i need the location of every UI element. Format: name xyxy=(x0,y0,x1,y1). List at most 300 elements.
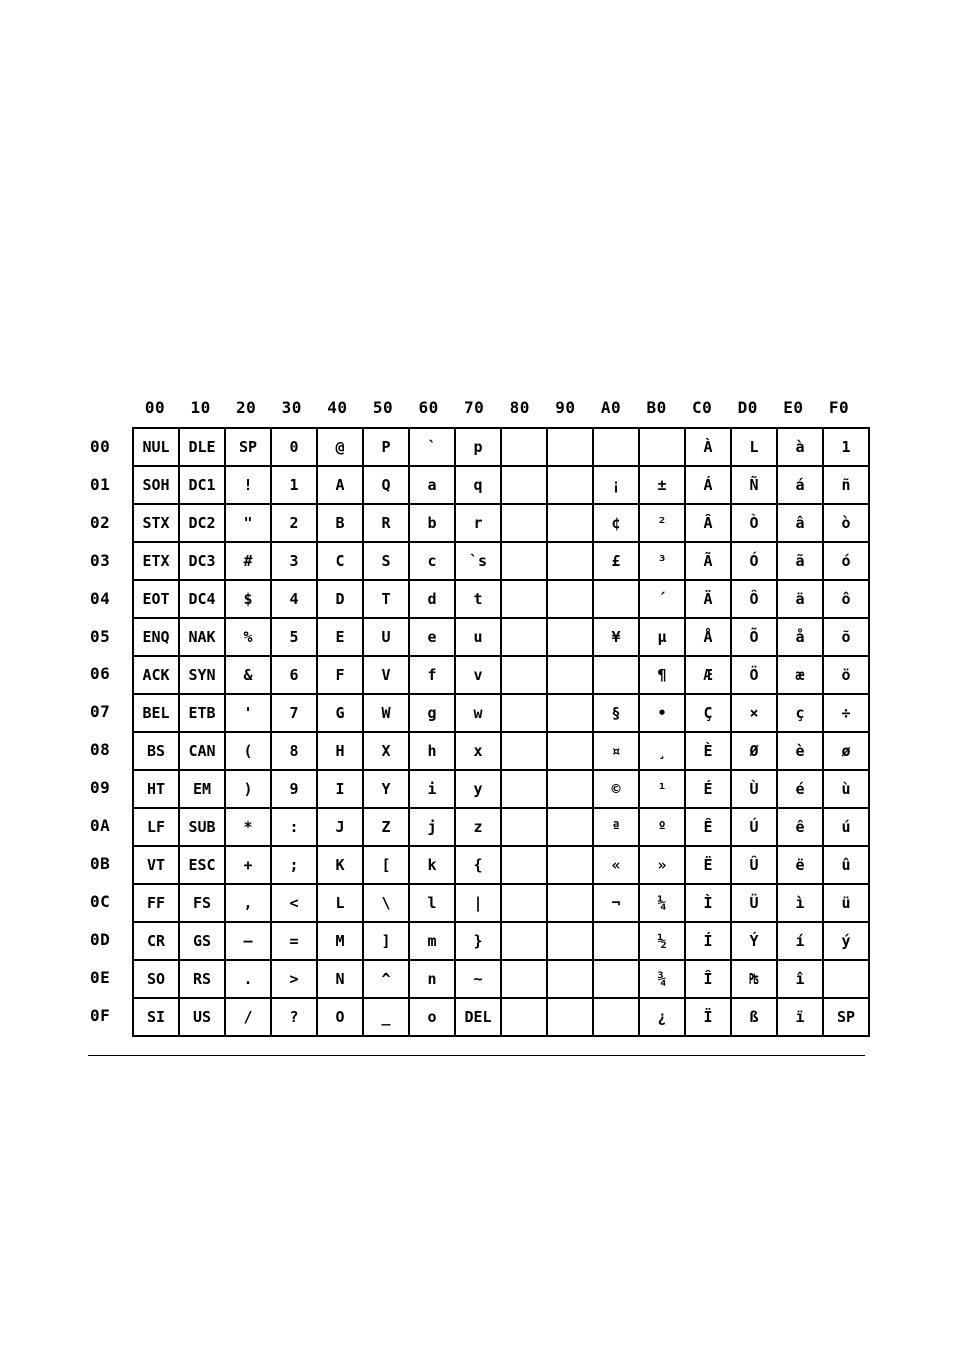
row-header: 00 xyxy=(90,437,111,456)
column-header: 60 xyxy=(418,398,439,417)
character-cell xyxy=(547,504,593,542)
character-cell: T xyxy=(363,580,409,618)
character-cell: Î xyxy=(685,960,731,998)
character-cell: m xyxy=(409,922,455,960)
character-cell: z xyxy=(455,808,501,846)
character-cell: ESC xyxy=(179,846,225,884)
row-header: 06 xyxy=(90,664,111,684)
character-cell xyxy=(593,580,639,618)
character-cell xyxy=(501,428,547,466)
character-cell xyxy=(593,428,639,466)
character-cell: EOT xyxy=(133,580,179,618)
character-cell xyxy=(501,580,547,618)
table-row xyxy=(133,618,869,656)
character-cell xyxy=(501,656,547,694)
row-header: 05 xyxy=(90,626,111,646)
character-cell: ò xyxy=(823,504,869,542)
character-cell: ( xyxy=(225,732,271,770)
character-cell: ¥ xyxy=(593,618,639,656)
character-cell: DC1 xyxy=(179,466,225,504)
bottom-rule xyxy=(88,1055,865,1056)
character-cell: / xyxy=(225,998,271,1036)
character-cell: > xyxy=(271,960,317,998)
character-cell: Y xyxy=(363,770,409,808)
character-cell: ETB xyxy=(179,694,225,732)
character-cell: Ò xyxy=(731,504,777,542)
character-cell: ø xyxy=(823,732,869,770)
row-header: 07 xyxy=(90,702,111,722)
character-cell xyxy=(501,960,547,998)
character-cell: ì xyxy=(777,884,823,922)
character-cell xyxy=(547,922,593,960)
character-cell: S xyxy=(363,542,409,580)
character-cell: ¡ xyxy=(593,466,639,504)
character-cell: SP xyxy=(225,428,271,466)
character-cell: SYN xyxy=(179,656,225,694)
column-header: 30 xyxy=(281,398,302,417)
character-cell: e xyxy=(409,618,455,656)
character-cell: J xyxy=(317,808,363,846)
character-cell: ¤ xyxy=(593,732,639,770)
character-cell: K xyxy=(317,846,363,884)
character-cell xyxy=(547,428,593,466)
character-cell: Ä xyxy=(685,580,731,618)
character-cell: t xyxy=(455,580,501,618)
character-cell: ª xyxy=(593,808,639,846)
character-cell: § xyxy=(593,694,639,732)
character-cell: SP xyxy=(823,998,869,1036)
table-row xyxy=(133,884,869,922)
character-cell: Ã xyxy=(685,542,731,580)
character-cell: < xyxy=(271,884,317,922)
character-cell: DC2 xyxy=(179,504,225,542)
character-cell xyxy=(593,960,639,998)
character-cell xyxy=(547,618,593,656)
character-cell: \ xyxy=(363,884,409,922)
character-cell: Æ xyxy=(685,656,731,694)
character-cell: ß xyxy=(731,998,777,1036)
character-cell: N xyxy=(317,960,363,998)
character-cell: 6 xyxy=(271,656,317,694)
character-cell: [ xyxy=(363,846,409,884)
character-cell: GS xyxy=(179,922,225,960)
character-cell xyxy=(547,998,593,1036)
table-row xyxy=(133,504,869,542)
character-cell: M xyxy=(317,922,363,960)
column-header: D0 xyxy=(737,398,758,417)
character-cell: DC3 xyxy=(179,542,225,580)
table-row xyxy=(133,694,869,732)
character-cell: ¾ xyxy=(639,960,685,998)
character-cell xyxy=(547,732,593,770)
table-row xyxy=(133,732,869,770)
character-cell xyxy=(501,504,547,542)
character-cell: ¹ xyxy=(639,770,685,808)
character-cell: Å xyxy=(685,618,731,656)
character-cell xyxy=(547,466,593,504)
character-cell: ô xyxy=(823,580,869,618)
character-cell: @ xyxy=(317,428,363,466)
character-cell: Ç xyxy=(685,694,731,732)
character-cell: NUL xyxy=(133,428,179,466)
character-cell: ó xyxy=(823,542,869,580)
row-header: 0F xyxy=(90,1005,111,1025)
character-cell: } xyxy=(455,922,501,960)
row-header: 02 xyxy=(90,512,111,532)
table-row xyxy=(133,770,869,808)
character-cell: y xyxy=(455,770,501,808)
character-cell: l xyxy=(409,884,455,922)
character-cell: U xyxy=(363,618,409,656)
character-cell xyxy=(501,846,547,884)
row-header: 0C xyxy=(90,891,111,911)
table-row xyxy=(133,998,869,1036)
character-cell: u xyxy=(455,618,501,656)
character-cell: Z xyxy=(363,808,409,846)
character-cell: CAN xyxy=(179,732,225,770)
character-cell xyxy=(547,846,593,884)
character-cell: 8 xyxy=(271,732,317,770)
table-row xyxy=(133,960,869,998)
character-cell xyxy=(501,998,547,1036)
character-cell: x xyxy=(455,732,501,770)
character-cell: º xyxy=(639,808,685,846)
character-code-table-body xyxy=(133,428,869,1036)
row-header: 04 xyxy=(90,588,111,608)
character-cell: ) xyxy=(225,770,271,808)
character-cell: f xyxy=(409,656,455,694)
character-cell: ã xyxy=(777,542,823,580)
character-cell: ´ xyxy=(639,580,685,618)
column-header: A0 xyxy=(600,398,622,417)
column-header: F0 xyxy=(828,398,850,417)
character-cell: ÷ xyxy=(823,694,869,732)
character-cell: Q xyxy=(363,466,409,504)
character-cell: Ú xyxy=(731,808,777,846)
character-cell: v xyxy=(455,656,501,694)
character-cell: , xyxy=(225,884,271,922)
character-cell: 0 xyxy=(271,428,317,466)
character-cell: È xyxy=(685,732,731,770)
character-cell: ë xyxy=(777,846,823,884)
character-cell: 5 xyxy=(271,618,317,656)
character-cell: STX xyxy=(133,504,179,542)
character-cell: © xyxy=(593,770,639,808)
character-cell: q xyxy=(455,466,501,504)
character-cell: & xyxy=(225,656,271,694)
character-cell: r xyxy=(455,504,501,542)
table-row xyxy=(133,466,869,504)
character-cell: VT xyxy=(133,846,179,884)
column-header: 20 xyxy=(236,398,257,417)
column-header: 50 xyxy=(372,398,394,417)
character-cell: W xyxy=(363,694,409,732)
character-cell: ACK xyxy=(133,656,179,694)
character-cell xyxy=(823,960,869,998)
character-cell: w xyxy=(455,694,501,732)
character-cell: FS xyxy=(179,884,225,922)
character-cell: ú xyxy=(823,808,869,846)
character-cell: RS xyxy=(179,960,225,998)
character-cell: X xyxy=(363,732,409,770)
character-cell: `s xyxy=(455,542,501,580)
character-cell: EM xyxy=(179,770,225,808)
character-cell: â xyxy=(777,504,823,542)
column-header: 10 xyxy=(190,398,211,417)
character-cell: ½ xyxy=(639,922,685,960)
character-cell: g xyxy=(409,694,455,732)
character-cell: O xyxy=(317,998,363,1036)
character-cell: " xyxy=(225,504,271,542)
character-cell: Õ xyxy=(731,618,777,656)
character-cell: I xyxy=(317,770,363,808)
character-cell: Â xyxy=(685,504,731,542)
character-cell: ETX xyxy=(133,542,179,580)
character-cell: £ xyxy=(593,542,639,580)
character-cell: 3 xyxy=(271,542,317,580)
character-cell: ± xyxy=(639,466,685,504)
character-cell: ^ xyxy=(363,960,409,998)
character-cell: ä xyxy=(777,580,823,618)
character-cell: Ï xyxy=(685,998,731,1036)
character-cell: 2 xyxy=(271,504,317,542)
character-cell: ê xyxy=(777,808,823,846)
character-cell: Ë xyxy=(685,846,731,884)
character-cell: { xyxy=(455,846,501,884)
character-cell: ³ xyxy=(639,542,685,580)
character-cell: » xyxy=(639,846,685,884)
character-cell: L xyxy=(317,884,363,922)
character-cell: + xyxy=(225,846,271,884)
character-cell: = xyxy=(271,922,317,960)
character-cell: é xyxy=(777,770,823,808)
row-header: 0D xyxy=(90,929,111,949)
character-cell: d xyxy=(409,580,455,618)
character-cell: Ô xyxy=(731,580,777,618)
character-cell: F xyxy=(317,656,363,694)
character-cell xyxy=(501,466,547,504)
character-cell: × xyxy=(731,694,777,732)
character-cell: î xyxy=(777,960,823,998)
character-cell xyxy=(547,694,593,732)
character-cell: À xyxy=(685,428,731,466)
character-cell: ] xyxy=(363,922,409,960)
character-cell: Á xyxy=(685,466,731,504)
character-cell: ~ xyxy=(455,960,501,998)
character-cell: ö xyxy=(823,656,869,694)
character-cell: CR xyxy=(133,922,179,960)
character-cell: 7 xyxy=(271,694,317,732)
character-cell: ü xyxy=(823,884,869,922)
column-header: 70 xyxy=(464,398,485,417)
character-cell: í xyxy=(777,922,823,960)
character-cell: ₧ xyxy=(731,960,777,998)
character-cell: FF xyxy=(133,884,179,922)
character-cell: b xyxy=(409,504,455,542)
character-cell: ² xyxy=(639,504,685,542)
character-cell: R xyxy=(363,504,409,542)
character-cell xyxy=(501,732,547,770)
character-cell: ¬ xyxy=(593,884,639,922)
character-cell: . xyxy=(225,960,271,998)
character-cell: ý xyxy=(823,922,869,960)
character-cell: ? xyxy=(271,998,317,1036)
character-cell xyxy=(593,998,639,1036)
character-cell: B xyxy=(317,504,363,542)
character-cell: Ê xyxy=(685,808,731,846)
character-cell: LF xyxy=(133,808,179,846)
character-cell: * xyxy=(225,808,271,846)
column-header: 40 xyxy=(327,398,348,417)
character-cell: BS xyxy=(133,732,179,770)
character-cell: Ó xyxy=(731,542,777,580)
character-cell xyxy=(593,922,639,960)
character-cell: G xyxy=(317,694,363,732)
character-cell: $ xyxy=(225,580,271,618)
character-cell: D xyxy=(317,580,363,618)
character-cell: ù xyxy=(823,770,869,808)
row-header: 0B xyxy=(90,853,111,873)
character-cell: DLE xyxy=(179,428,225,466)
character-cell: ` xyxy=(409,428,455,466)
character-cell: Í xyxy=(685,922,731,960)
character-cell: c xyxy=(409,542,455,580)
character-cell: SI xyxy=(133,998,179,1036)
character-cell: Ì xyxy=(685,884,731,922)
character-cell: ï xyxy=(777,998,823,1036)
character-cell: i xyxy=(409,770,455,808)
character-cell: Ý xyxy=(731,922,777,960)
character-cell: µ xyxy=(639,618,685,656)
character-cell: H xyxy=(317,732,363,770)
character-cell: US xyxy=(179,998,225,1036)
column-header: E0 xyxy=(783,398,804,417)
character-cell: ¶ xyxy=(639,656,685,694)
table-row xyxy=(133,808,869,846)
character-cell: ! xyxy=(225,466,271,504)
character-cell: û xyxy=(823,846,869,884)
character-cell xyxy=(501,694,547,732)
character-cell: V xyxy=(363,656,409,694)
character-cell: DEL xyxy=(455,998,501,1036)
character-cell xyxy=(547,884,593,922)
table-row xyxy=(133,922,869,960)
character-cell xyxy=(547,542,593,580)
character-cell xyxy=(501,770,547,808)
character-cell xyxy=(593,656,639,694)
character-cell xyxy=(547,808,593,846)
character-cell: _ xyxy=(363,998,409,1036)
character-cell: Ø xyxy=(731,732,777,770)
character-cell: à xyxy=(777,428,823,466)
character-cell: – xyxy=(225,922,271,960)
column-header: 90 xyxy=(555,398,576,417)
character-cell: 4 xyxy=(271,580,317,618)
character-cell: • xyxy=(639,694,685,732)
character-cell xyxy=(547,960,593,998)
table-row xyxy=(133,580,869,618)
table-row xyxy=(133,428,869,466)
table-row xyxy=(133,846,869,884)
character-cell: 1 xyxy=(823,428,869,466)
character-cell: ¸ xyxy=(639,732,685,770)
character-cell: á xyxy=(777,466,823,504)
column-header: B0 xyxy=(646,398,667,417)
character-cell: A xyxy=(317,466,363,504)
character-cell: Ö xyxy=(731,656,777,694)
character-cell: ¿ xyxy=(639,998,685,1036)
character-cell xyxy=(501,542,547,580)
character-cell: o xyxy=(409,998,455,1036)
character-cell: % xyxy=(225,618,271,656)
character-cell: 1 xyxy=(271,466,317,504)
character-cell: 9 xyxy=(271,770,317,808)
character-cell: | xyxy=(455,884,501,922)
row-header: 01 xyxy=(90,474,111,494)
character-cell: ¼ xyxy=(639,884,685,922)
character-cell: a xyxy=(409,466,455,504)
character-cell: h xyxy=(409,732,455,770)
character-cell: SUB xyxy=(179,808,225,846)
character-cell: É xyxy=(685,770,731,808)
character-cell: NAK xyxy=(179,618,225,656)
character-cell: æ xyxy=(777,656,823,694)
character-cell xyxy=(547,770,593,808)
character-cell: j xyxy=(409,808,455,846)
row-header: 0A xyxy=(90,816,111,835)
row-header: 09 xyxy=(90,778,111,798)
character-cell: n xyxy=(409,960,455,998)
character-cell xyxy=(501,618,547,656)
character-cell: Ñ xyxy=(731,466,777,504)
character-cell: BEL xyxy=(133,694,179,732)
column-header: 00 xyxy=(144,398,166,417)
character-cell: : xyxy=(271,808,317,846)
character-cell: « xyxy=(593,846,639,884)
character-cell: ENQ xyxy=(133,618,179,656)
character-cell: ç xyxy=(777,694,823,732)
character-cell: è xyxy=(777,732,823,770)
character-cell xyxy=(639,428,685,466)
character-cell: Û xyxy=(731,846,777,884)
character-cell: ñ xyxy=(823,466,869,504)
character-cell xyxy=(501,922,547,960)
table-row xyxy=(133,542,869,580)
character-cell: E xyxy=(317,618,363,656)
character-cell: SO xyxy=(133,960,179,998)
character-cell: õ xyxy=(823,618,869,656)
row-header: 03 xyxy=(90,550,111,570)
character-cell: L xyxy=(731,428,777,466)
character-cell xyxy=(501,808,547,846)
character-cell: DC4 xyxy=(179,580,225,618)
character-cell: Ù xyxy=(731,770,777,808)
character-cell: Ü xyxy=(731,884,777,922)
character-cell xyxy=(547,580,593,618)
character-cell: C xyxy=(317,542,363,580)
table-row xyxy=(133,656,869,694)
character-cell: ¢ xyxy=(593,504,639,542)
character-cell: ; xyxy=(271,846,317,884)
character-cell xyxy=(501,884,547,922)
character-cell: SOH xyxy=(133,466,179,504)
character-cell: P xyxy=(363,428,409,466)
row-header: 0E xyxy=(90,967,111,987)
column-header: C0 xyxy=(692,398,713,417)
character-cell: å xyxy=(777,618,823,656)
character-code-table xyxy=(132,427,870,1037)
row-header: 08 xyxy=(90,740,111,760)
